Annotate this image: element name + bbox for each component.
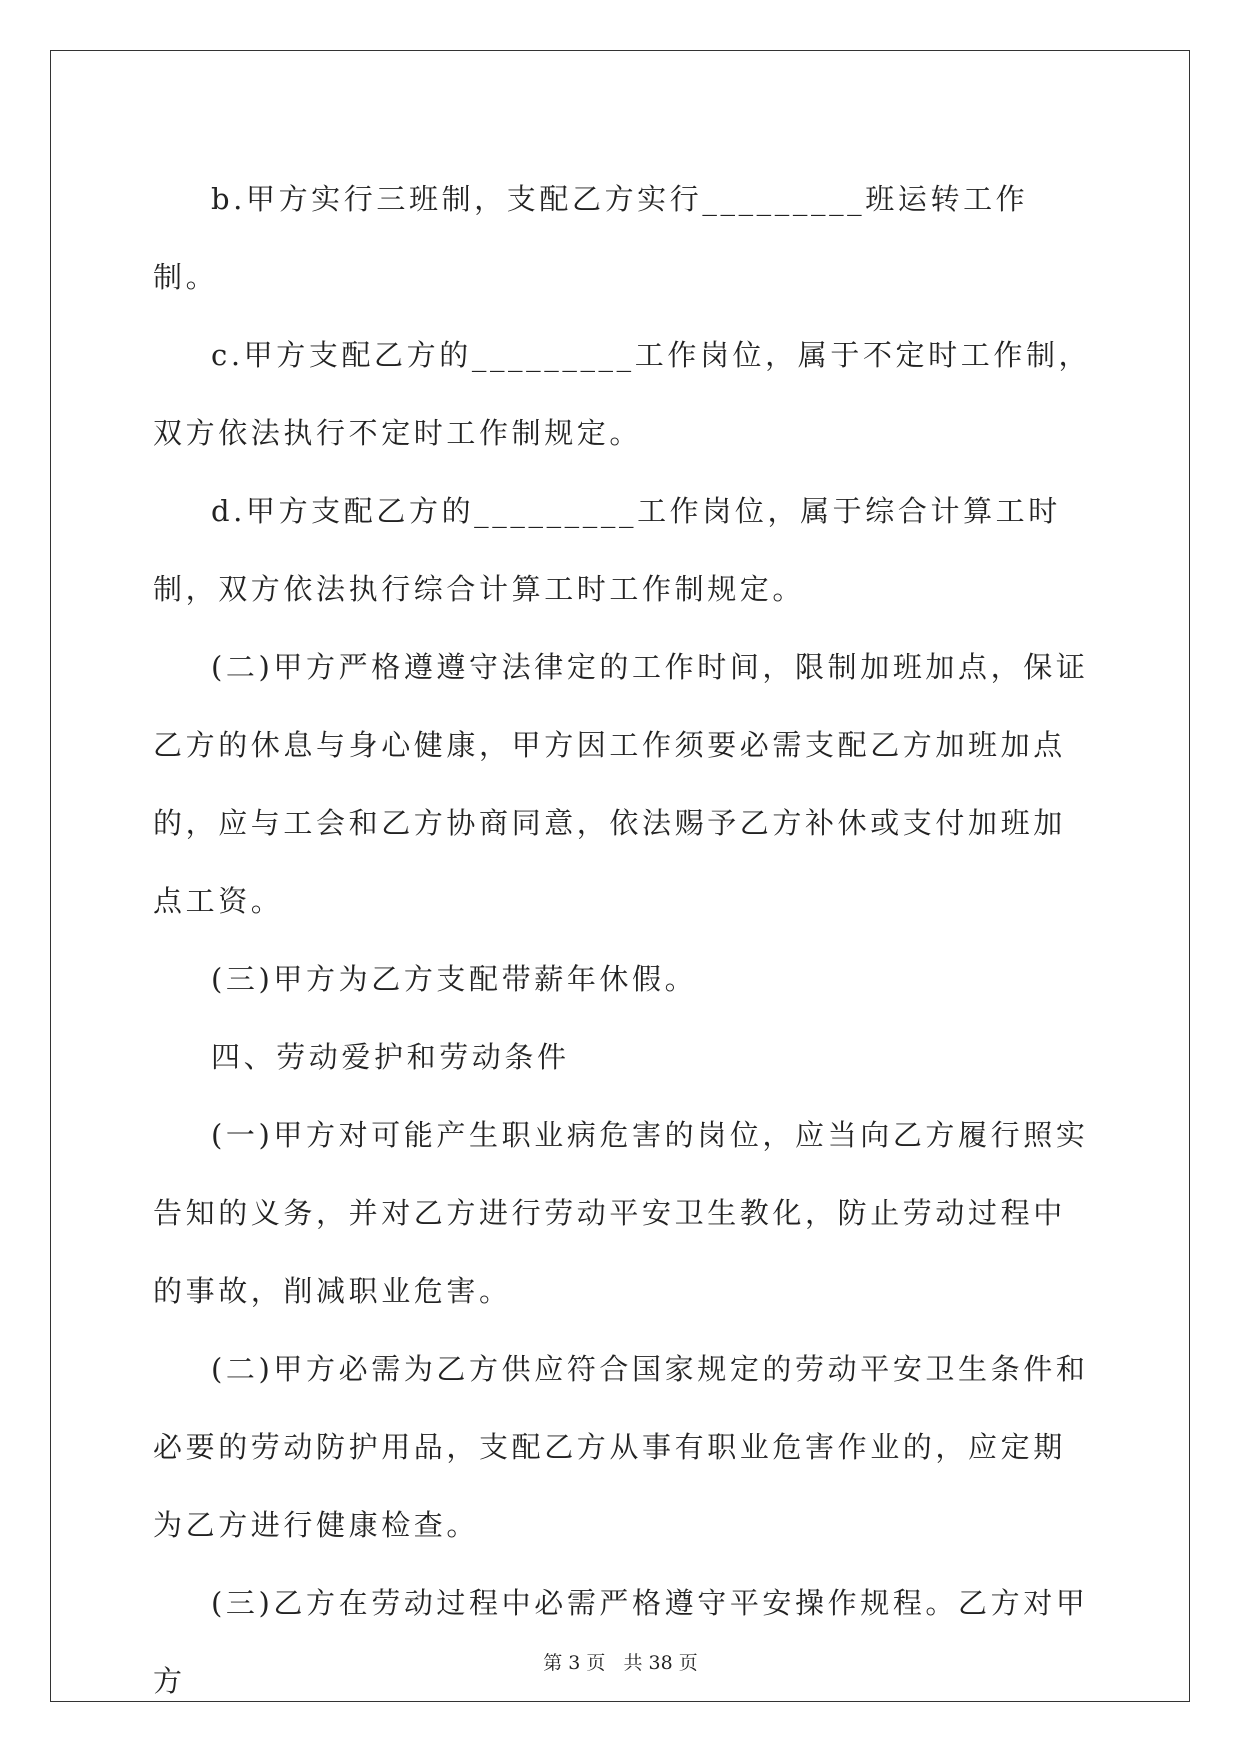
document-body — [153, 160, 1093, 1720]
paragraph-annual-leave: (三)甲方为乙方支配带薪年休假。 — [211, 962, 698, 996]
paragraph-overtime: (二)甲方严格遵遵守法律定的工作时间，限制加班加点，保证乙方的休息与身心健康，甲方因工作须要必需支配乙方加班加点的，应与工会和乙方协商同意，依法赐予乙方补休或支付加班加点工资。 — [153, 650, 1089, 918]
section-heading-labor-protection: 四、劳动爱护和劳动条件 — [211, 1040, 570, 1074]
page-number-footer: 第 3 页 共 38 页 — [543, 1652, 698, 1674]
paragraph-shift-b: b.甲方实行三班制，支配乙方实行_________班运转工作制。 — [153, 182, 1029, 294]
paragraph-safety-rules: (三)乙方在劳动过程中必需严格遵守平安操作规程。乙方对甲方 — [153, 1586, 1089, 1698]
paragraph-shift-d: d.甲方支配乙方的_________工作岗位，属于综合计算工时制，双方依法执行综合计算工时工作制规定。 — [153, 494, 1061, 606]
paragraph-shift-c: c.甲方支配乙方的_________工作岗位，属于不定时工作制，双方依法执行不定时工作制规定。 — [153, 338, 1092, 450]
paragraph-safety-conditions: (二)甲方必需为乙方供应符合国家规定的劳动平安卫生条件和必要的劳动防护用品，支配乙方从事有职业危害作业的，应定期为乙方进行健康检查。 — [153, 1352, 1089, 1542]
paragraph-hazard-notice: (一)甲方对可能产生职业病危害的岗位，应当向乙方履行照实告知的义务，并对乙方进行劳动平安卫生教化，防止劳动过程中的事故，削减职业危害。 — [153, 1118, 1089, 1308]
